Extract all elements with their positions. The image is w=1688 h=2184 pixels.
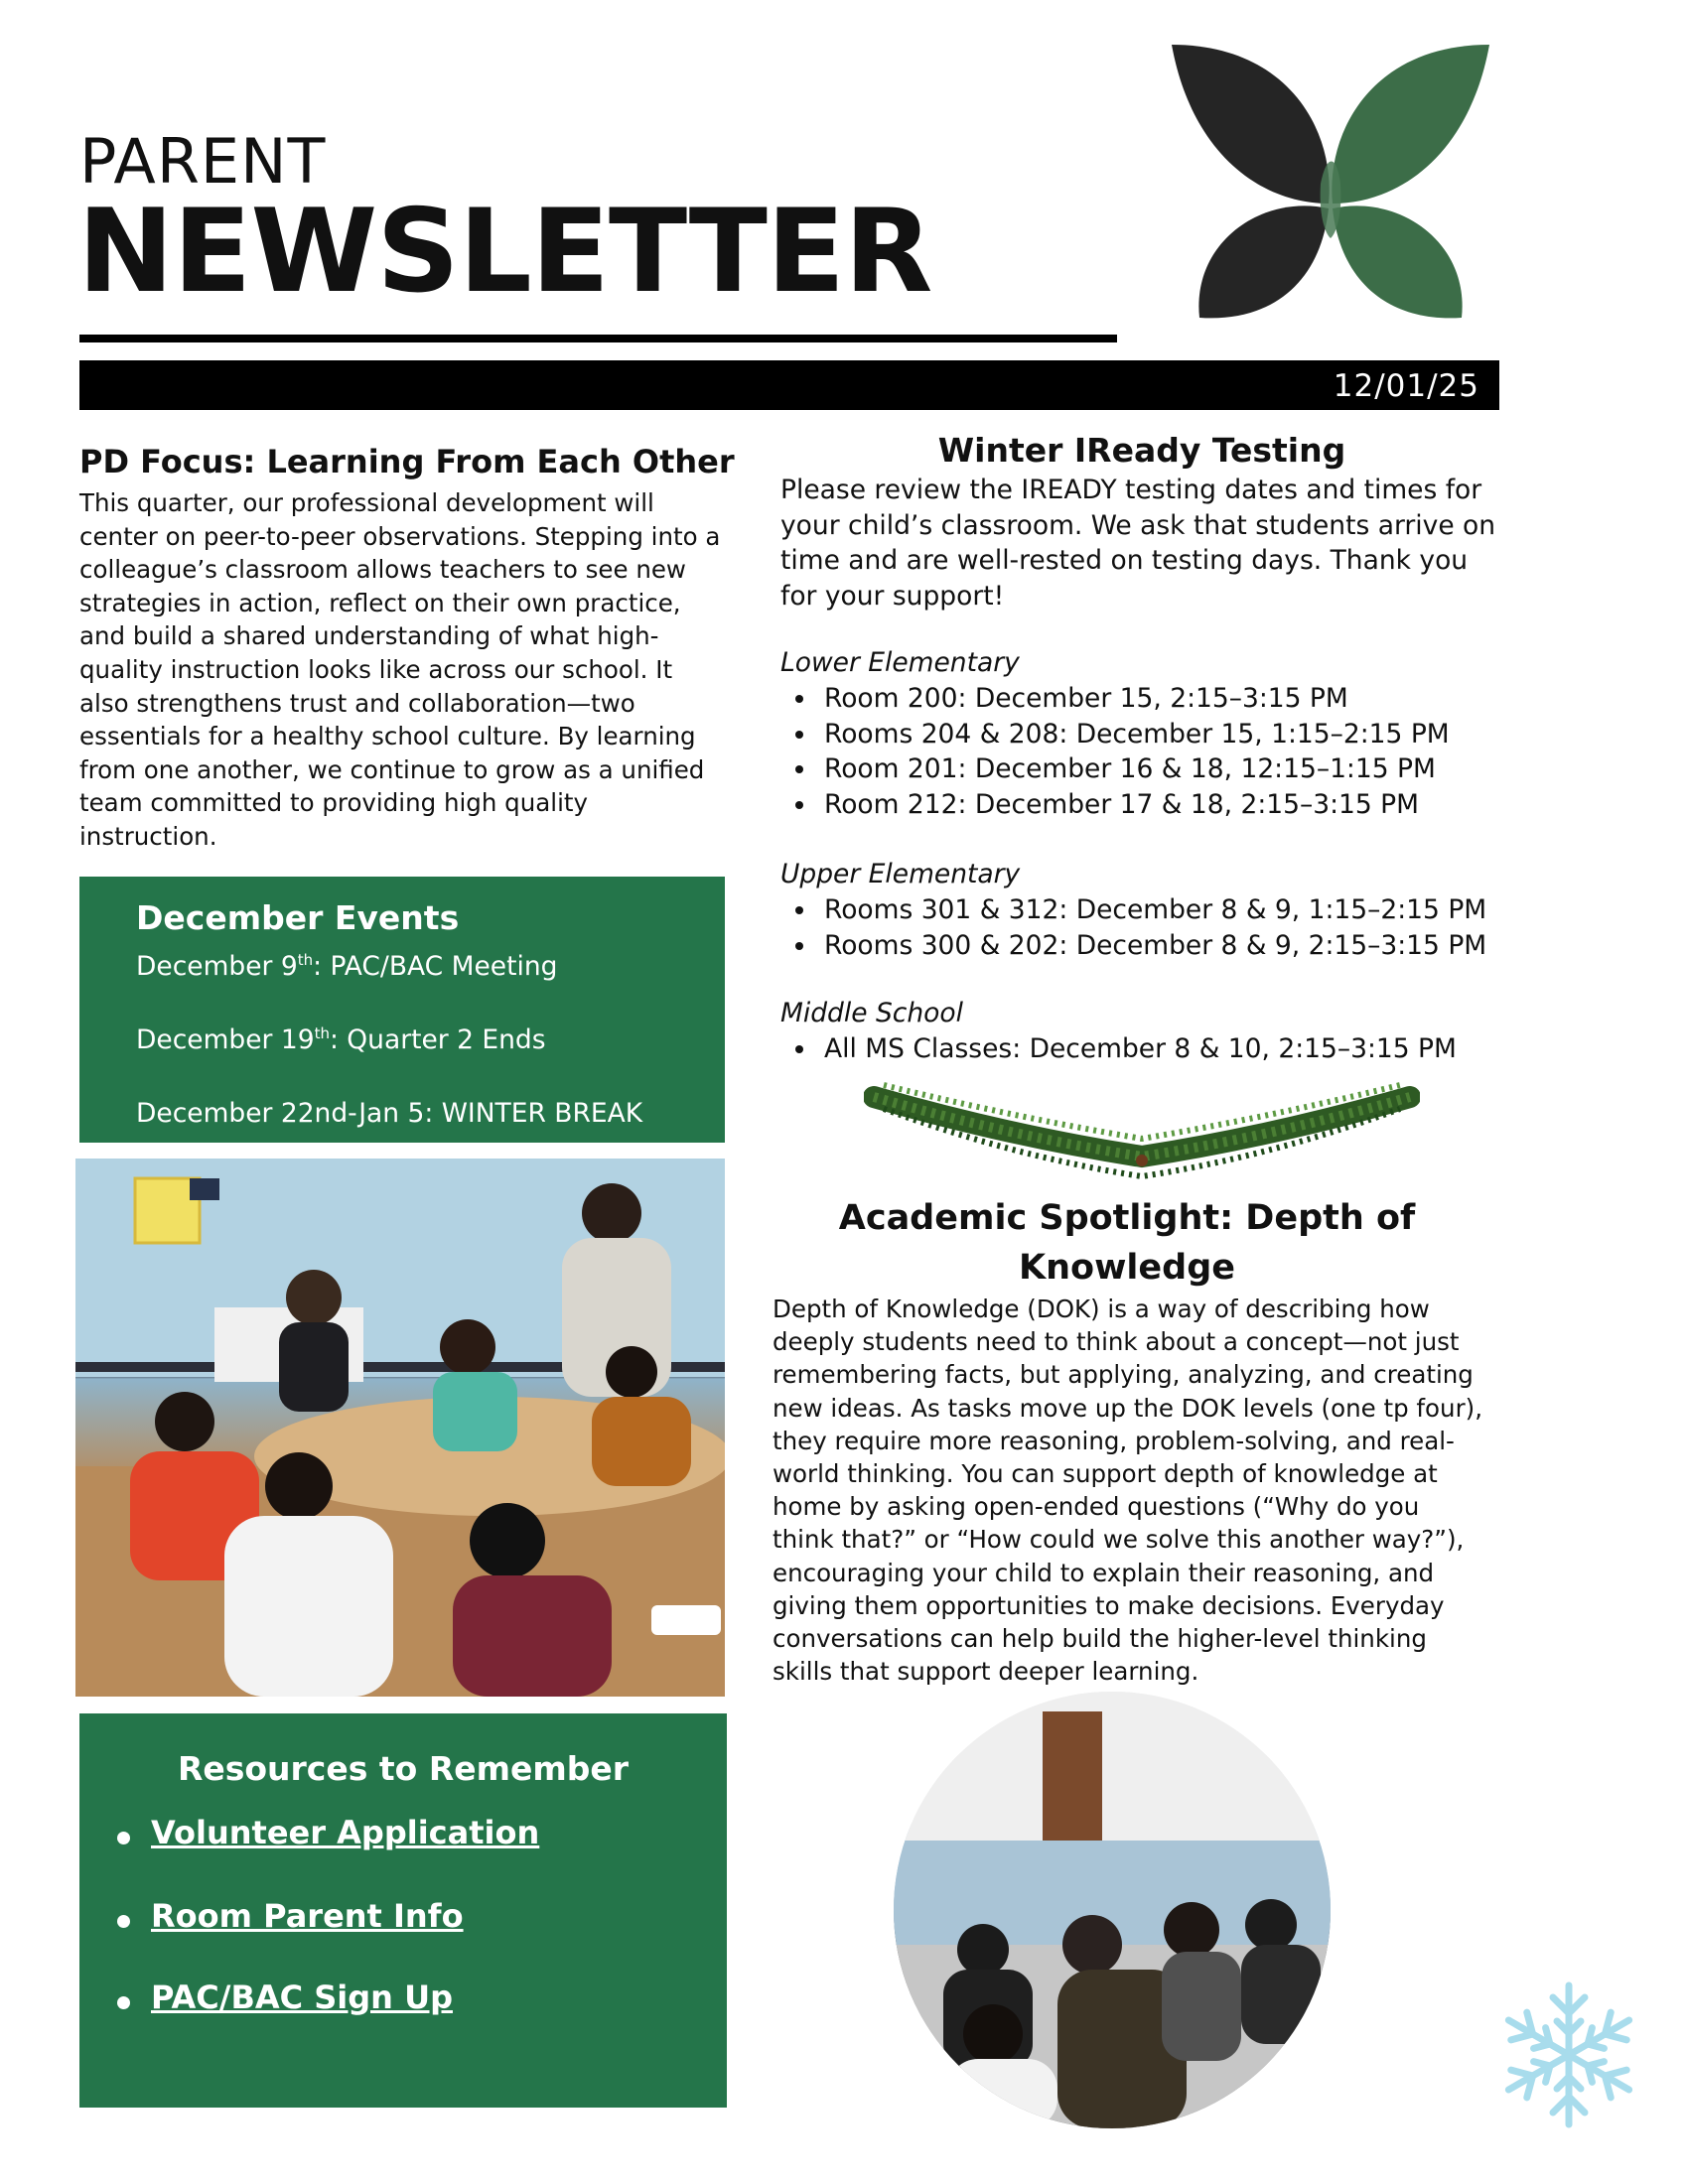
- snowflake-icon: [1489, 1976, 1648, 2134]
- pine-garland-icon: [864, 1077, 1420, 1184]
- volunteer-application-link[interactable]: Volunteer Application: [151, 1814, 540, 1851]
- classroom-photo: [75, 1159, 725, 1697]
- schedule-item: Room 200: December 15, 2:15–3:15 PM: [780, 681, 1505, 717]
- schedule-item: Rooms 204 & 208: December 15, 1:15–2:15 PM: [780, 717, 1505, 752]
- schedule-item: Room 212: December 17 & 18, 2:15–3:15 PM: [780, 787, 1505, 823]
- event-item: December 22nd-Jan 5: WINTER BREAK: [136, 1098, 643, 1129]
- newsletter-title-main: NEWSLETTER: [77, 185, 932, 319]
- group-heading-upper-elementary: Upper Elementary: [780, 859, 1021, 889]
- event-item: December 19th: Quarter 2 Ends: [136, 1024, 546, 1055]
- schedule-item: Rooms 300 & 202: December 8 & 9, 2:15–3:15 PM: [780, 928, 1505, 964]
- pd-focus-body: This quarter, our professional development will center on peer-to-peer observations. Stepping into a colleague’s classroom allows teachers to see new strategies in action, reflect on their own practice, and build a shared understanding of what high-quality instruction looks like across our school. It also strengthens trust and collaboration—two essentials for a healthy school culture. By learning from one another, we continue to grow as a unified team committed to providing high quality instruction.: [79, 488, 721, 851]
- schedule-list-upper: [780, 892, 1505, 963]
- event-item: December 9th: PAC/BAC Meeting: [136, 951, 558, 982]
- students-photo: [894, 1692, 1331, 2128]
- schedule-item: All MS Classes: December 8 & 10, 2:15–3:15 PM: [780, 1031, 1505, 1067]
- schedule-item: Room 201: December 16 & 18, 12:15–1:15 PM: [780, 751, 1505, 787]
- schedule-item: Rooms 301 & 312: December 8 & 9, 1:15–2:15 PM: [780, 892, 1505, 928]
- iready-intro: Please review the IREADY testing dates and times for your child’s classroom. We ask that students arrive on time and are well-rested on testing days. Thank you for your support!: [780, 475, 1496, 612]
- bullet-icon: [117, 1915, 130, 1928]
- resources-panel: [79, 1713, 727, 2108]
- date-bar: [79, 360, 1499, 410]
- group-heading-lower-elementary: Lower Elementary: [780, 647, 1020, 678]
- newsletter-title-top: PARENT: [79, 125, 327, 198]
- spotlight-body: Depth of Knowledge (DOK) is a way of describing how deeply students need to think about a concept—not just remembering facts, but applying, analyzing, and creating new ideas. As tasks move up the DOK levels (one tp four), they require more reasoning, problem-solving, and real-world thinking. You can support depth of knowledge at home by asking open-ended questions (“Why do you think that?” or “How could we solve this another way?”), encouraging your child to explain their reasoning, and giving them opportunities to make decisions. Everyday conversations can help build the higher-level thinking skills that support deeper learning.: [773, 1295, 1482, 1687]
- iready-title: Winter IReady Testing: [937, 431, 1346, 470]
- schedule-list-lower: [780, 681, 1505, 822]
- spotlight-title: Academic Spotlight: Depth of Knowledge: [838, 1198, 1416, 1288]
- resources-title: Resources to Remember: [177, 1749, 630, 1788]
- december-events-panel: [79, 877, 725, 1143]
- schedule-list-middle: [780, 1031, 1505, 1067]
- december-events-title: December Events: [136, 898, 460, 937]
- pac-bac-signup-link[interactable]: PAC/BAC Sign Up: [151, 1979, 453, 2016]
- bullet-icon: [117, 1996, 130, 2009]
- header-divider: [79, 335, 1117, 342]
- group-heading-middle-school: Middle School: [780, 998, 963, 1028]
- newsletter-date: 12/01/25: [1333, 368, 1479, 404]
- room-parent-info-link[interactable]: Room Parent Info: [151, 1897, 464, 1935]
- bullet-icon: [117, 1832, 130, 1844]
- pd-focus-title: PD Focus: Learning From Each Other: [79, 443, 735, 480]
- butterfly-logo-icon: [1152, 35, 1509, 333]
